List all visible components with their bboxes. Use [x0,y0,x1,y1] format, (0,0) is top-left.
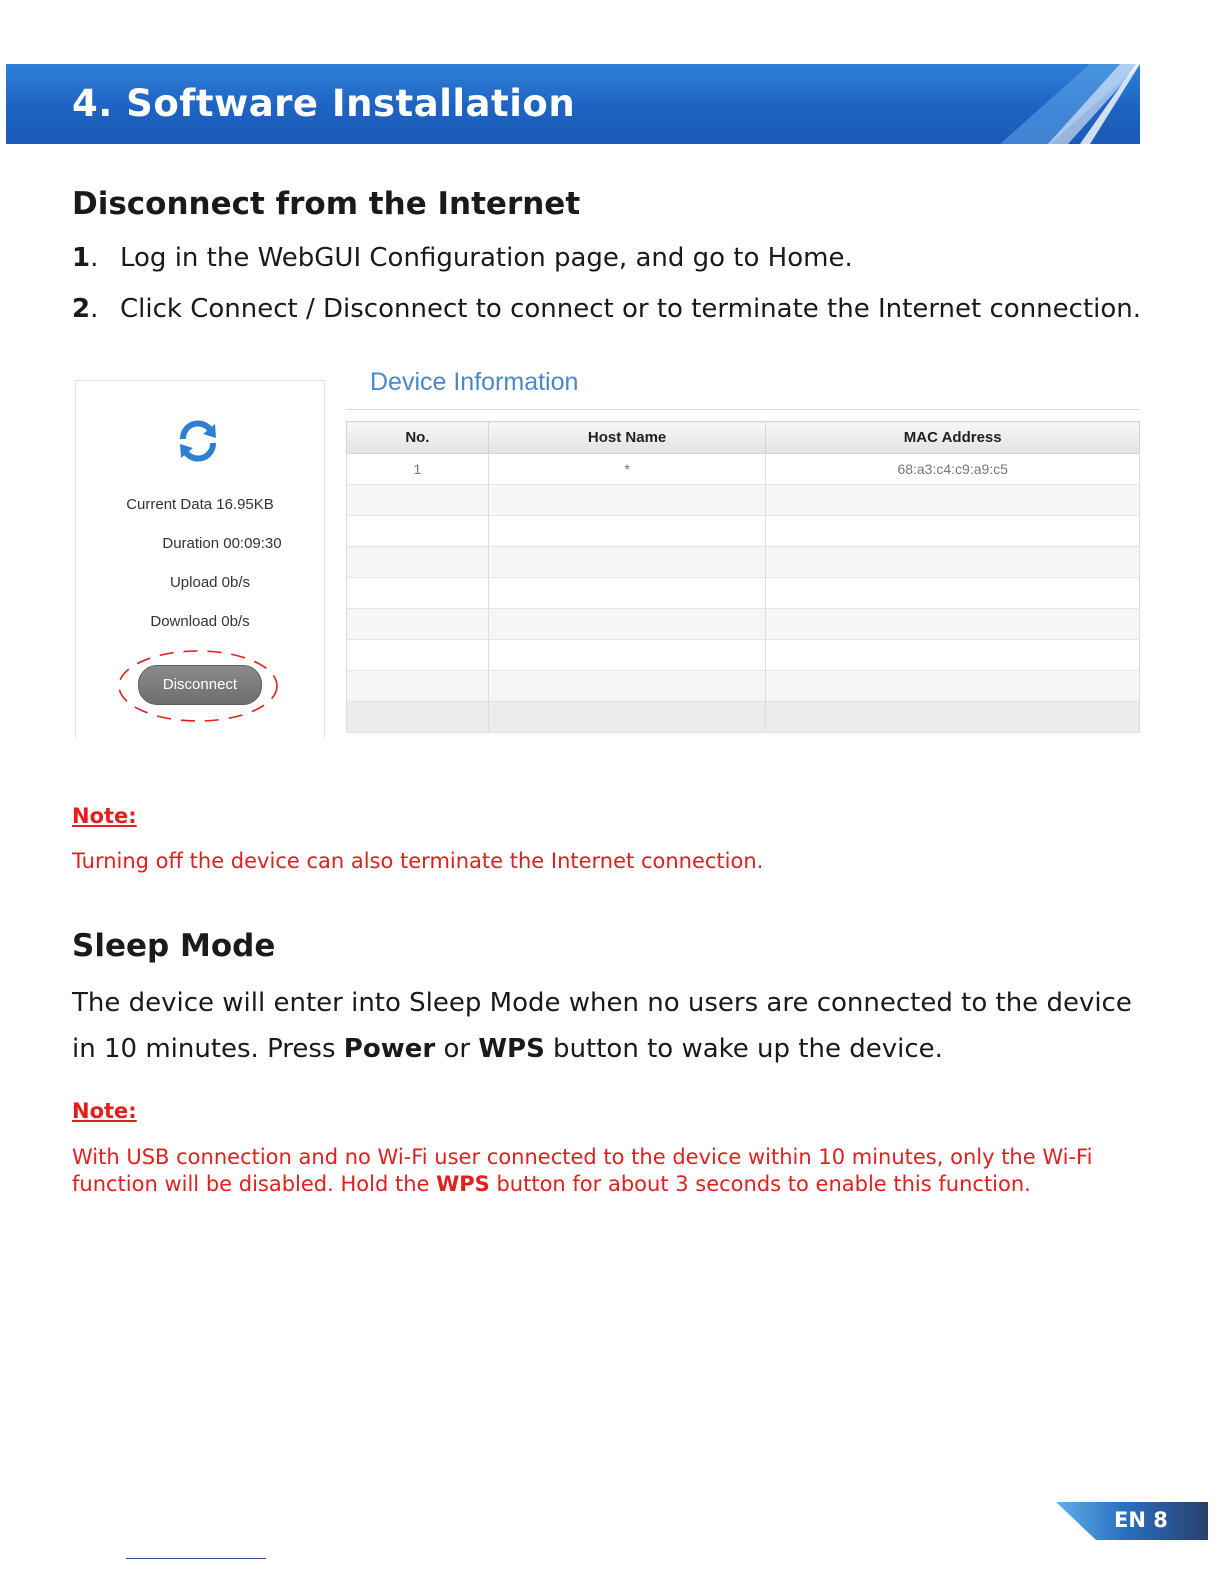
table-header-row [347,422,1140,454]
note-text-1: Turning off the device can also terminate the Internet connection. [72,849,764,873]
step-2-text: Click Connect / Disconnect to connect or to terminate the Internet connection. [120,294,1142,324]
connection-status-panel [75,380,325,739]
step-2-number: 2. [72,294,99,324]
banner-stripes-decoration [940,64,1140,144]
column-header-no: No. [347,422,489,454]
table-row-empty [347,547,1140,578]
refresh-icon [175,418,221,464]
step-1-text: Log in the WebGUI Configuration page, and go to Home. [120,243,853,273]
device-information-title: Device Information [370,368,579,396]
step-1-number: 1. [72,243,99,273]
sleep-mode-paragraph: The device will enter into Sleep Mode when no users are connected to the device in 10 minutes. Press Power or WPS button to wake up the device. [72,988,1132,1064]
wps-keyword-note: WPS [436,1172,490,1196]
table-row-empty [347,671,1140,702]
section-banner [6,64,1140,144]
step-1 [72,243,853,273]
cell-host-name: * [488,454,766,485]
table-row-empty [347,516,1140,547]
table-row-empty [347,640,1140,671]
note-label-2: Note: [72,1099,137,1123]
cell-mac-address: 68:a3:c4:c9:a9:c5 [766,454,1140,485]
note-label-1: Note: [72,804,137,828]
column-header-mac-address: MAC Address [766,422,1140,454]
table-row-empty [347,609,1140,640]
table-row-empty [347,702,1140,733]
section-heading-disconnect: Disconnect from the Internet [72,186,581,222]
column-header-host-name: Host Name [488,422,766,454]
download-stat: Download 0b/s [150,613,250,630]
page-number: EN 8 [1114,1508,1168,1532]
current-data-stat: Current Data 16.95KB [126,496,274,513]
footer-line [126,1558,266,1559]
note-text-2: With USB connection and no Wi-Fi user connected to the device within 10 minutes, only the Wi-Fi function will be disabled. Hold the WPS button for about 3 seconds to enable this function. [72,1145,1093,1196]
section-heading-sleep-mode: Sleep Mode [72,928,276,964]
table-row-empty [347,485,1140,516]
step-2 [72,294,1141,324]
duration-stat: Duration 00:09:30 [162,535,282,552]
table-row [347,454,1140,485]
upload-stat: Upload 0b/s [169,574,251,591]
page-title: 4. Software Installation [72,82,576,125]
device-information-divider [346,409,1140,410]
table-row-empty [347,578,1140,609]
device-table [346,421,1140,733]
cell-no: 1 [347,454,489,485]
disconnect-button[interactable]: Disconnect [138,665,262,705]
power-keyword: Power [343,1034,436,1064]
wps-keyword: WPS [478,1034,545,1064]
